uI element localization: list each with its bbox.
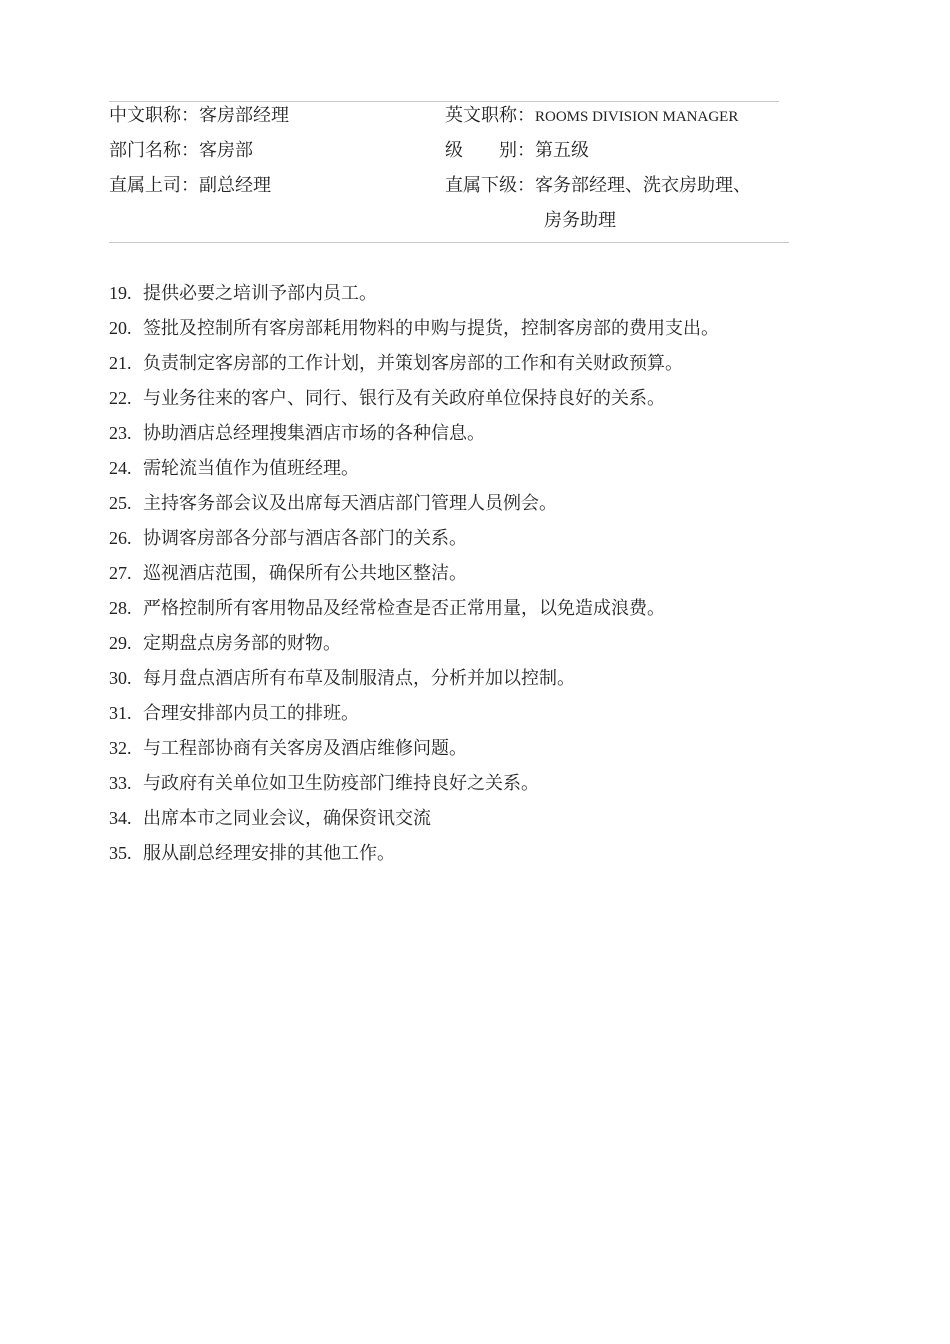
subordinate-field [445, 174, 751, 198]
duty-item [109, 771, 719, 806]
header-bottom-rule [109, 242, 789, 243]
duty-text: 主持客务部会议及出席每天酒店部门管理人员例会。 [143, 493, 557, 514]
duty-text: 服从副总经理安排的其他工作。 [143, 843, 395, 864]
duty-text: 与业务往来的客户、同行、银行及有关政府单位保持良好的关系。 [143, 388, 665, 409]
dept-label: 部门名称： [109, 140, 199, 161]
duty-item [109, 456, 719, 491]
dept-field [109, 139, 253, 163]
header-top-rule [109, 101, 779, 102]
cn-title-value: 客房部经理 [199, 105, 289, 126]
duty-item [109, 561, 719, 596]
superior-value: 副总经理 [199, 175, 271, 196]
duty-number: 35. [109, 843, 132, 863]
duty-number: 20. [109, 318, 132, 338]
duty-item [109, 736, 719, 771]
duty-number: 31. [109, 703, 132, 723]
duty-text: 需轮流当值作为值班经理。 [143, 458, 359, 479]
subordinate-value-line1: 客务部经理、洗衣房助理、 [535, 175, 751, 196]
duty-text: 定期盘点房务部的财物。 [143, 633, 341, 654]
en-title-value: ROOMS DIVISION MANAGER [535, 109, 739, 125]
duty-item [109, 421, 719, 456]
duty-item [109, 806, 719, 841]
duty-item [109, 281, 719, 316]
duty-number: 32. [109, 738, 132, 758]
duty-text: 负责制定客房部的工作计划，并策划客房部的工作和有关财政预算。 [143, 353, 683, 374]
duty-text: 合理安排部内员工的排班。 [143, 703, 359, 724]
duty-item [109, 631, 719, 666]
superior-label: 直属上司： [109, 175, 199, 196]
level-field [445, 139, 589, 163]
duty-item [109, 701, 719, 736]
level-value: 第五级 [535, 140, 589, 161]
duty-text: 出席本市之同业会议，确保资讯交流 [143, 808, 431, 829]
dept-value: 客房部 [199, 140, 253, 161]
duty-item [109, 316, 719, 351]
duty-item [109, 351, 719, 386]
duty-text: 协助酒店总经理搜集酒店市场的各种信息。 [143, 423, 485, 444]
duty-number: 19. [109, 283, 132, 303]
duty-text: 巡视酒店范围，确保所有公共地区整洁。 [143, 563, 467, 584]
duty-text: 协调客房部各分部与酒店各部门的关系。 [143, 528, 467, 549]
cn-title-field [109, 104, 289, 128]
duty-item [109, 841, 719, 876]
level-label: 级 别： [445, 140, 535, 161]
cn-title-label: 中文职称： [109, 105, 199, 126]
duty-item [109, 491, 719, 526]
subordinate-label: 直属下级： [445, 175, 535, 196]
duty-number: 21. [109, 353, 132, 373]
subordinate-value-continuation [544, 209, 616, 233]
en-title-label: 英文职称： [445, 105, 535, 126]
duty-number: 28. [109, 598, 132, 618]
duty-text: 签批及控制所有客房部耗用物料的申购与提货，控制客房部的费用支出。 [143, 318, 719, 339]
duty-number: 29. [109, 633, 132, 653]
duty-number: 24. [109, 458, 132, 478]
duty-item [109, 526, 719, 561]
duty-text: 与政府有关单位如卫生防疫部门维持良好之关系。 [143, 773, 539, 794]
en-title-field [445, 104, 738, 129]
duty-number: 27. [109, 563, 132, 583]
duty-number: 33. [109, 773, 132, 793]
duty-number: 22. [109, 388, 132, 408]
duties-list [109, 281, 719, 876]
duty-number: 26. [109, 528, 132, 548]
duty-number: 34. [109, 808, 132, 828]
duty-number: 23. [109, 423, 132, 443]
superior-field [109, 174, 271, 198]
duty-text: 严格控制所有客用物品及经常检查是否正常用量，以免造成浪费。 [143, 598, 665, 619]
duty-item [109, 596, 719, 631]
duty-number: 30. [109, 668, 132, 688]
duty-text: 与工程部协商有关客房及酒店维修问题。 [143, 738, 467, 759]
duty-text: 提供必要之培训予部内员工。 [143, 283, 377, 304]
duty-number: 25. [109, 493, 132, 513]
duty-item [109, 386, 719, 421]
duty-item [109, 666, 719, 701]
duty-text: 每月盘点酒店所有布草及制服清点，分析并加以控制。 [143, 668, 575, 689]
subordinate-value-line2: 房务助理 [544, 210, 616, 231]
